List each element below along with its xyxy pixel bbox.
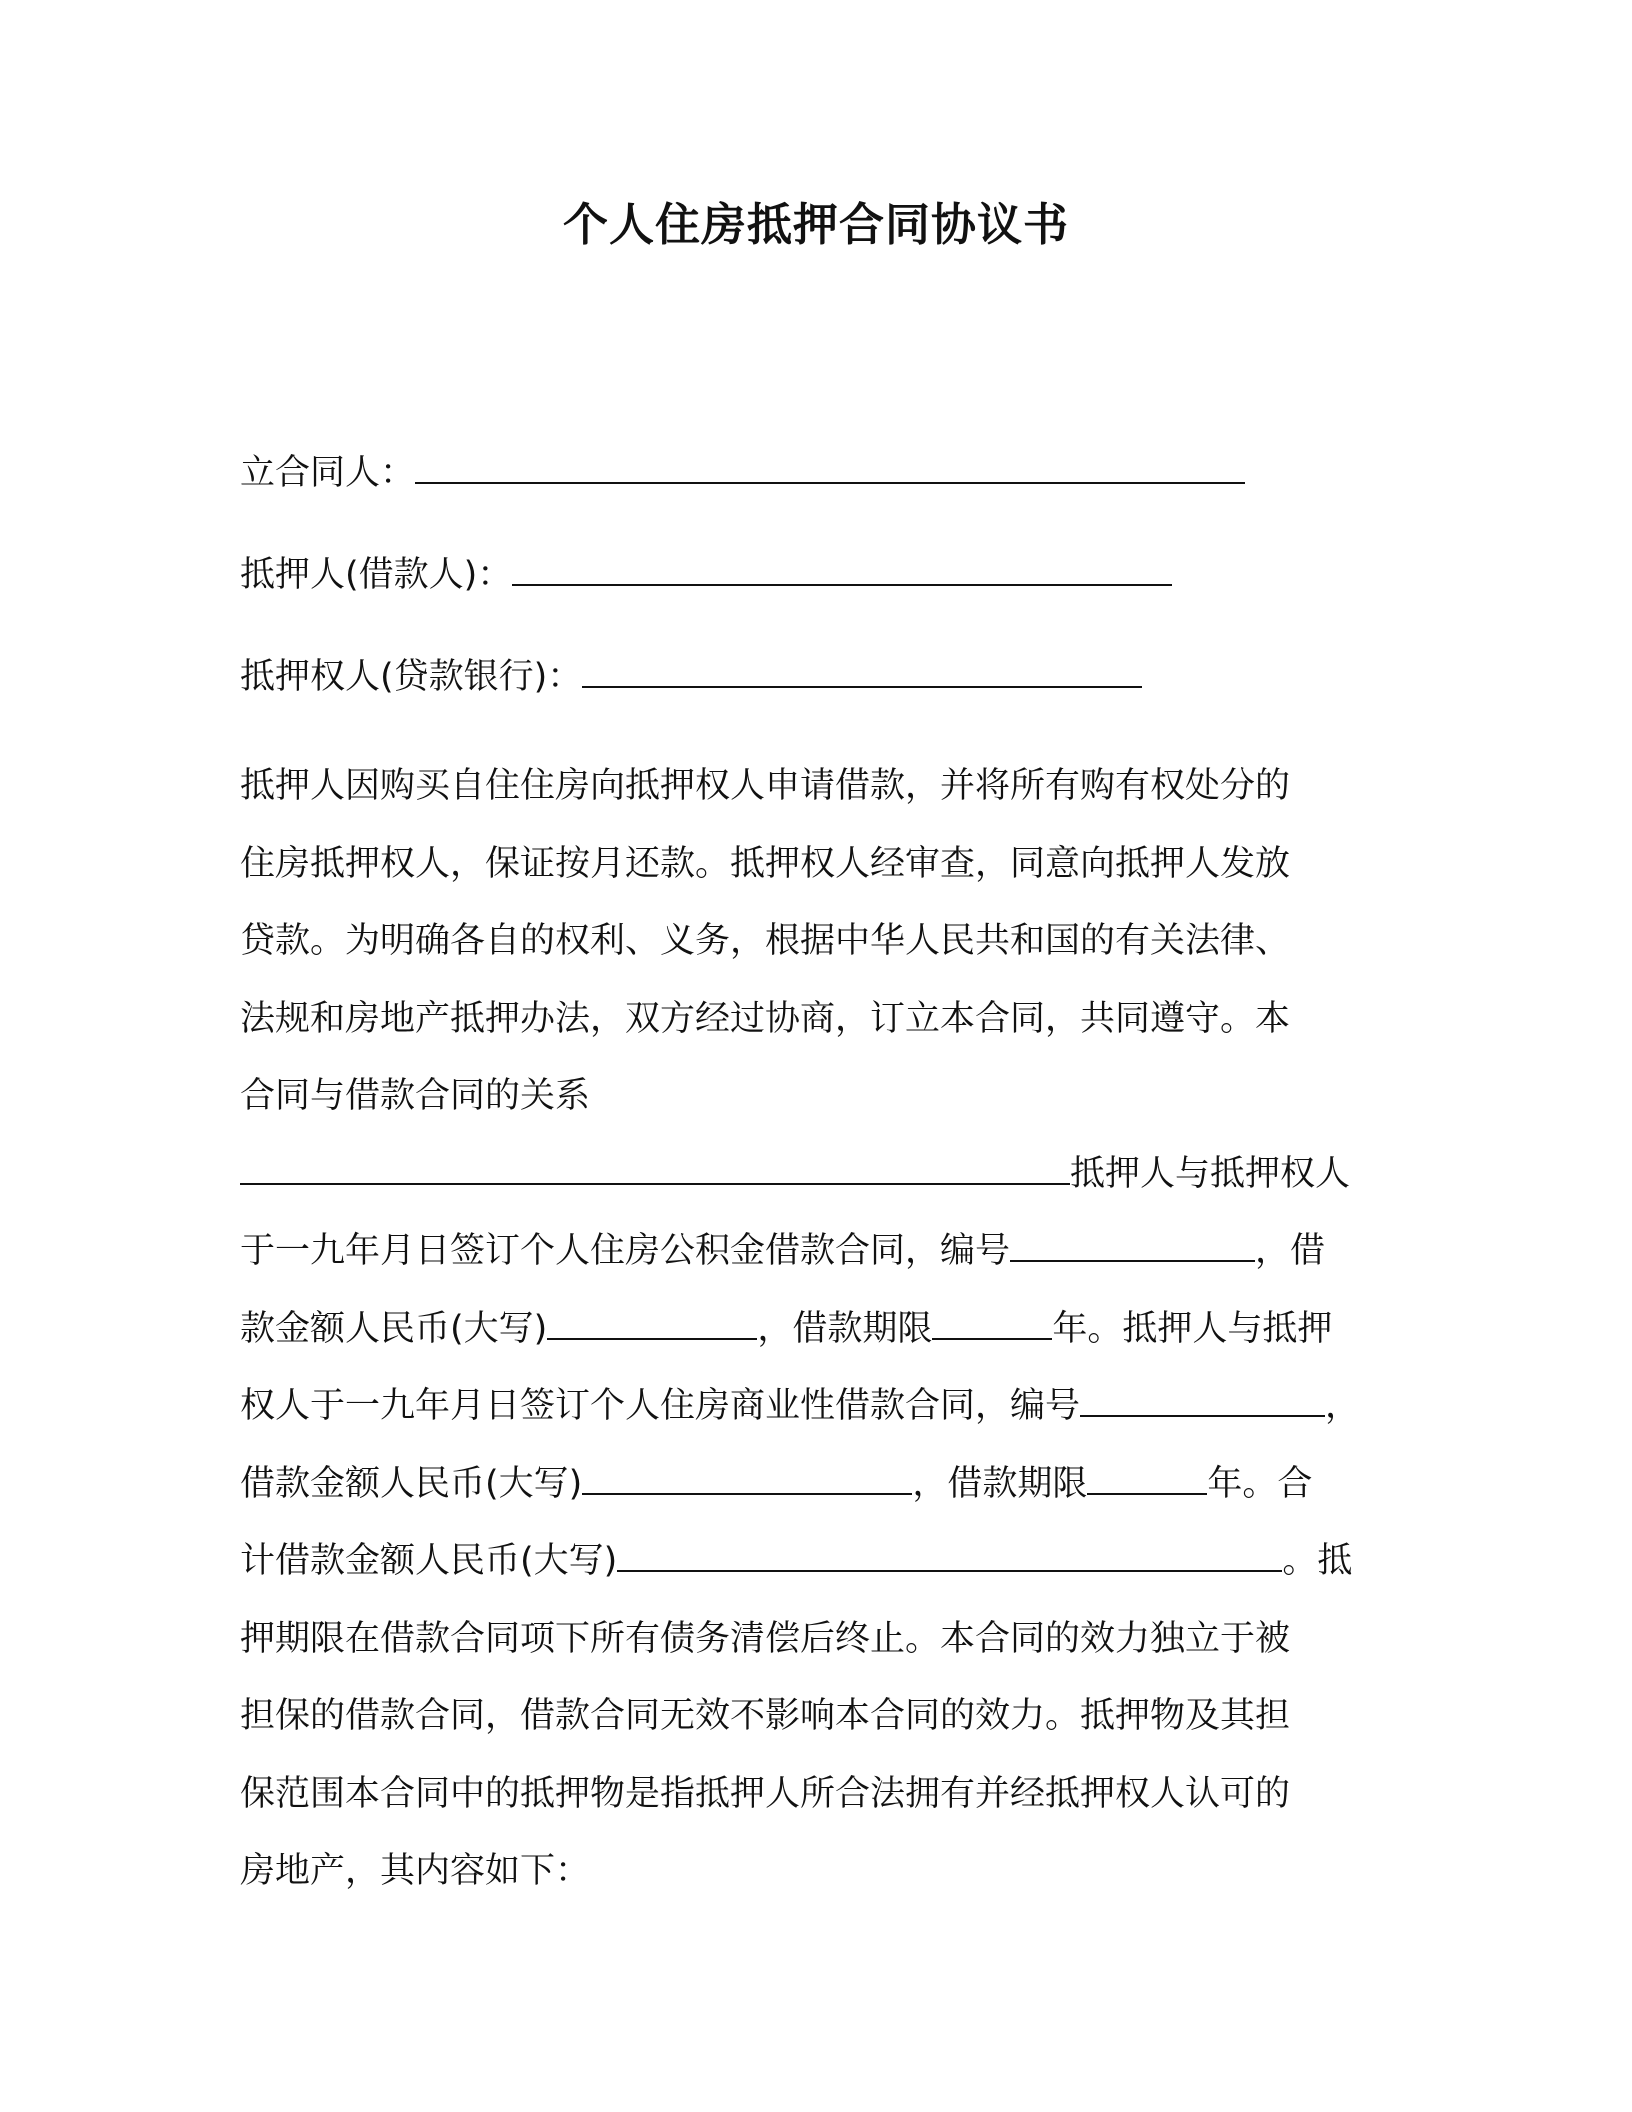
line-text: 权人于一九年月日签订个人住房商业性借款合同，编号 <box>240 1386 1081 1426</box>
provident-fund-term-blank[interactable] <box>932 1306 1052 1340</box>
body-line: 法规和房地产抵押办法，双方经过协商，订立本合同，共同遵守。本 <box>240 998 1291 1039</box>
commercial-term-blank[interactable] <box>1087 1461 1207 1495</box>
line-text: 。抵 <box>1282 1541 1353 1581</box>
provident-fund-amount-blank[interactable] <box>547 1306 757 1340</box>
body-line <box>240 1368 1400 1446</box>
mortgagee-field <box>240 652 1142 702</box>
body-line: 抵押人因购买自住住房向抵押权人申请借款，并将所有购有权处分的 <box>240 766 1291 806</box>
body-line: 房地产，其内容如下： <box>240 1851 591 1891</box>
contract-body <box>240 748 1400 1911</box>
commercial-contract-number-blank[interactable] <box>1080 1383 1325 1417</box>
contract-party-blank[interactable] <box>415 450 1245 484</box>
body-line <box>240 1136 1400 1214</box>
mortgagor-blank[interactable] <box>512 552 1172 586</box>
contract-party-label: 立合同人： <box>240 453 416 493</box>
body-line: 住房抵押权人，保证按月还款。抵押权人经审查，同意向抵押人发放 <box>240 843 1291 884</box>
line-text: ，借款期限 <box>757 1308 933 1349</box>
provident-fund-contract-number-blank[interactable] <box>1010 1228 1255 1262</box>
line-text: ，借 <box>1255 1231 1326 1271</box>
line-text: 计借款金额人民币(大写) <box>240 1541 618 1581</box>
relation-blank[interactable] <box>240 1151 1070 1185</box>
line-text: ， <box>1325 1386 1361 1426</box>
body-line <box>240 1446 1400 1524</box>
line-text: 年。合 <box>1207 1463 1313 1504</box>
line-text: ，借款期限 <box>912 1463 1088 1504</box>
body-line: 担保的借款合同，借款合同无效不影响本合同的效力。抵押物及其担 <box>240 1696 1291 1736</box>
mortgagee-label: 抵押权人(贷款银行)： <box>240 657 583 697</box>
line-text: 抵押人与抵押权人 <box>1070 1153 1351 1194</box>
mortgagor-field <box>240 550 1172 600</box>
line-text: 款金额人民币(大写) <box>240 1308 548 1349</box>
line-text: 借款金额人民币(大写) <box>240 1463 583 1504</box>
body-line: 保范围本合同中的抵押物是指抵押人所合法拥有并经抵押权人认可的 <box>240 1773 1291 1814</box>
document-title: 个人住房抵押合同协议书 <box>562 198 1069 251</box>
line-text: 于一九年月日签订个人住房公积金借款合同，编号 <box>240 1231 1011 1271</box>
body-line <box>240 1291 1400 1369</box>
contract-party-field <box>240 448 1245 498</box>
body-line <box>240 1523 1400 1601</box>
total-amount-blank[interactable] <box>617 1538 1282 1572</box>
body-line: 押期限在借款合同项下所有债务清偿后终止。本合同的效力独立于被 <box>240 1618 1291 1659</box>
commercial-amount-blank[interactable] <box>582 1461 912 1495</box>
body-line <box>240 1213 1400 1291</box>
mortgagor-label: 抵押人(借款人)： <box>240 555 513 595</box>
body-line: 合同与借款合同的关系 <box>240 1076 591 1116</box>
line-text: 年。抵押人与抵押 <box>1052 1308 1333 1349</box>
body-line: 贷款。为明确各自的权利、义务，根据中华人民共和国的有关法律、 <box>240 921 1291 961</box>
mortgagee-blank[interactable] <box>582 654 1142 688</box>
